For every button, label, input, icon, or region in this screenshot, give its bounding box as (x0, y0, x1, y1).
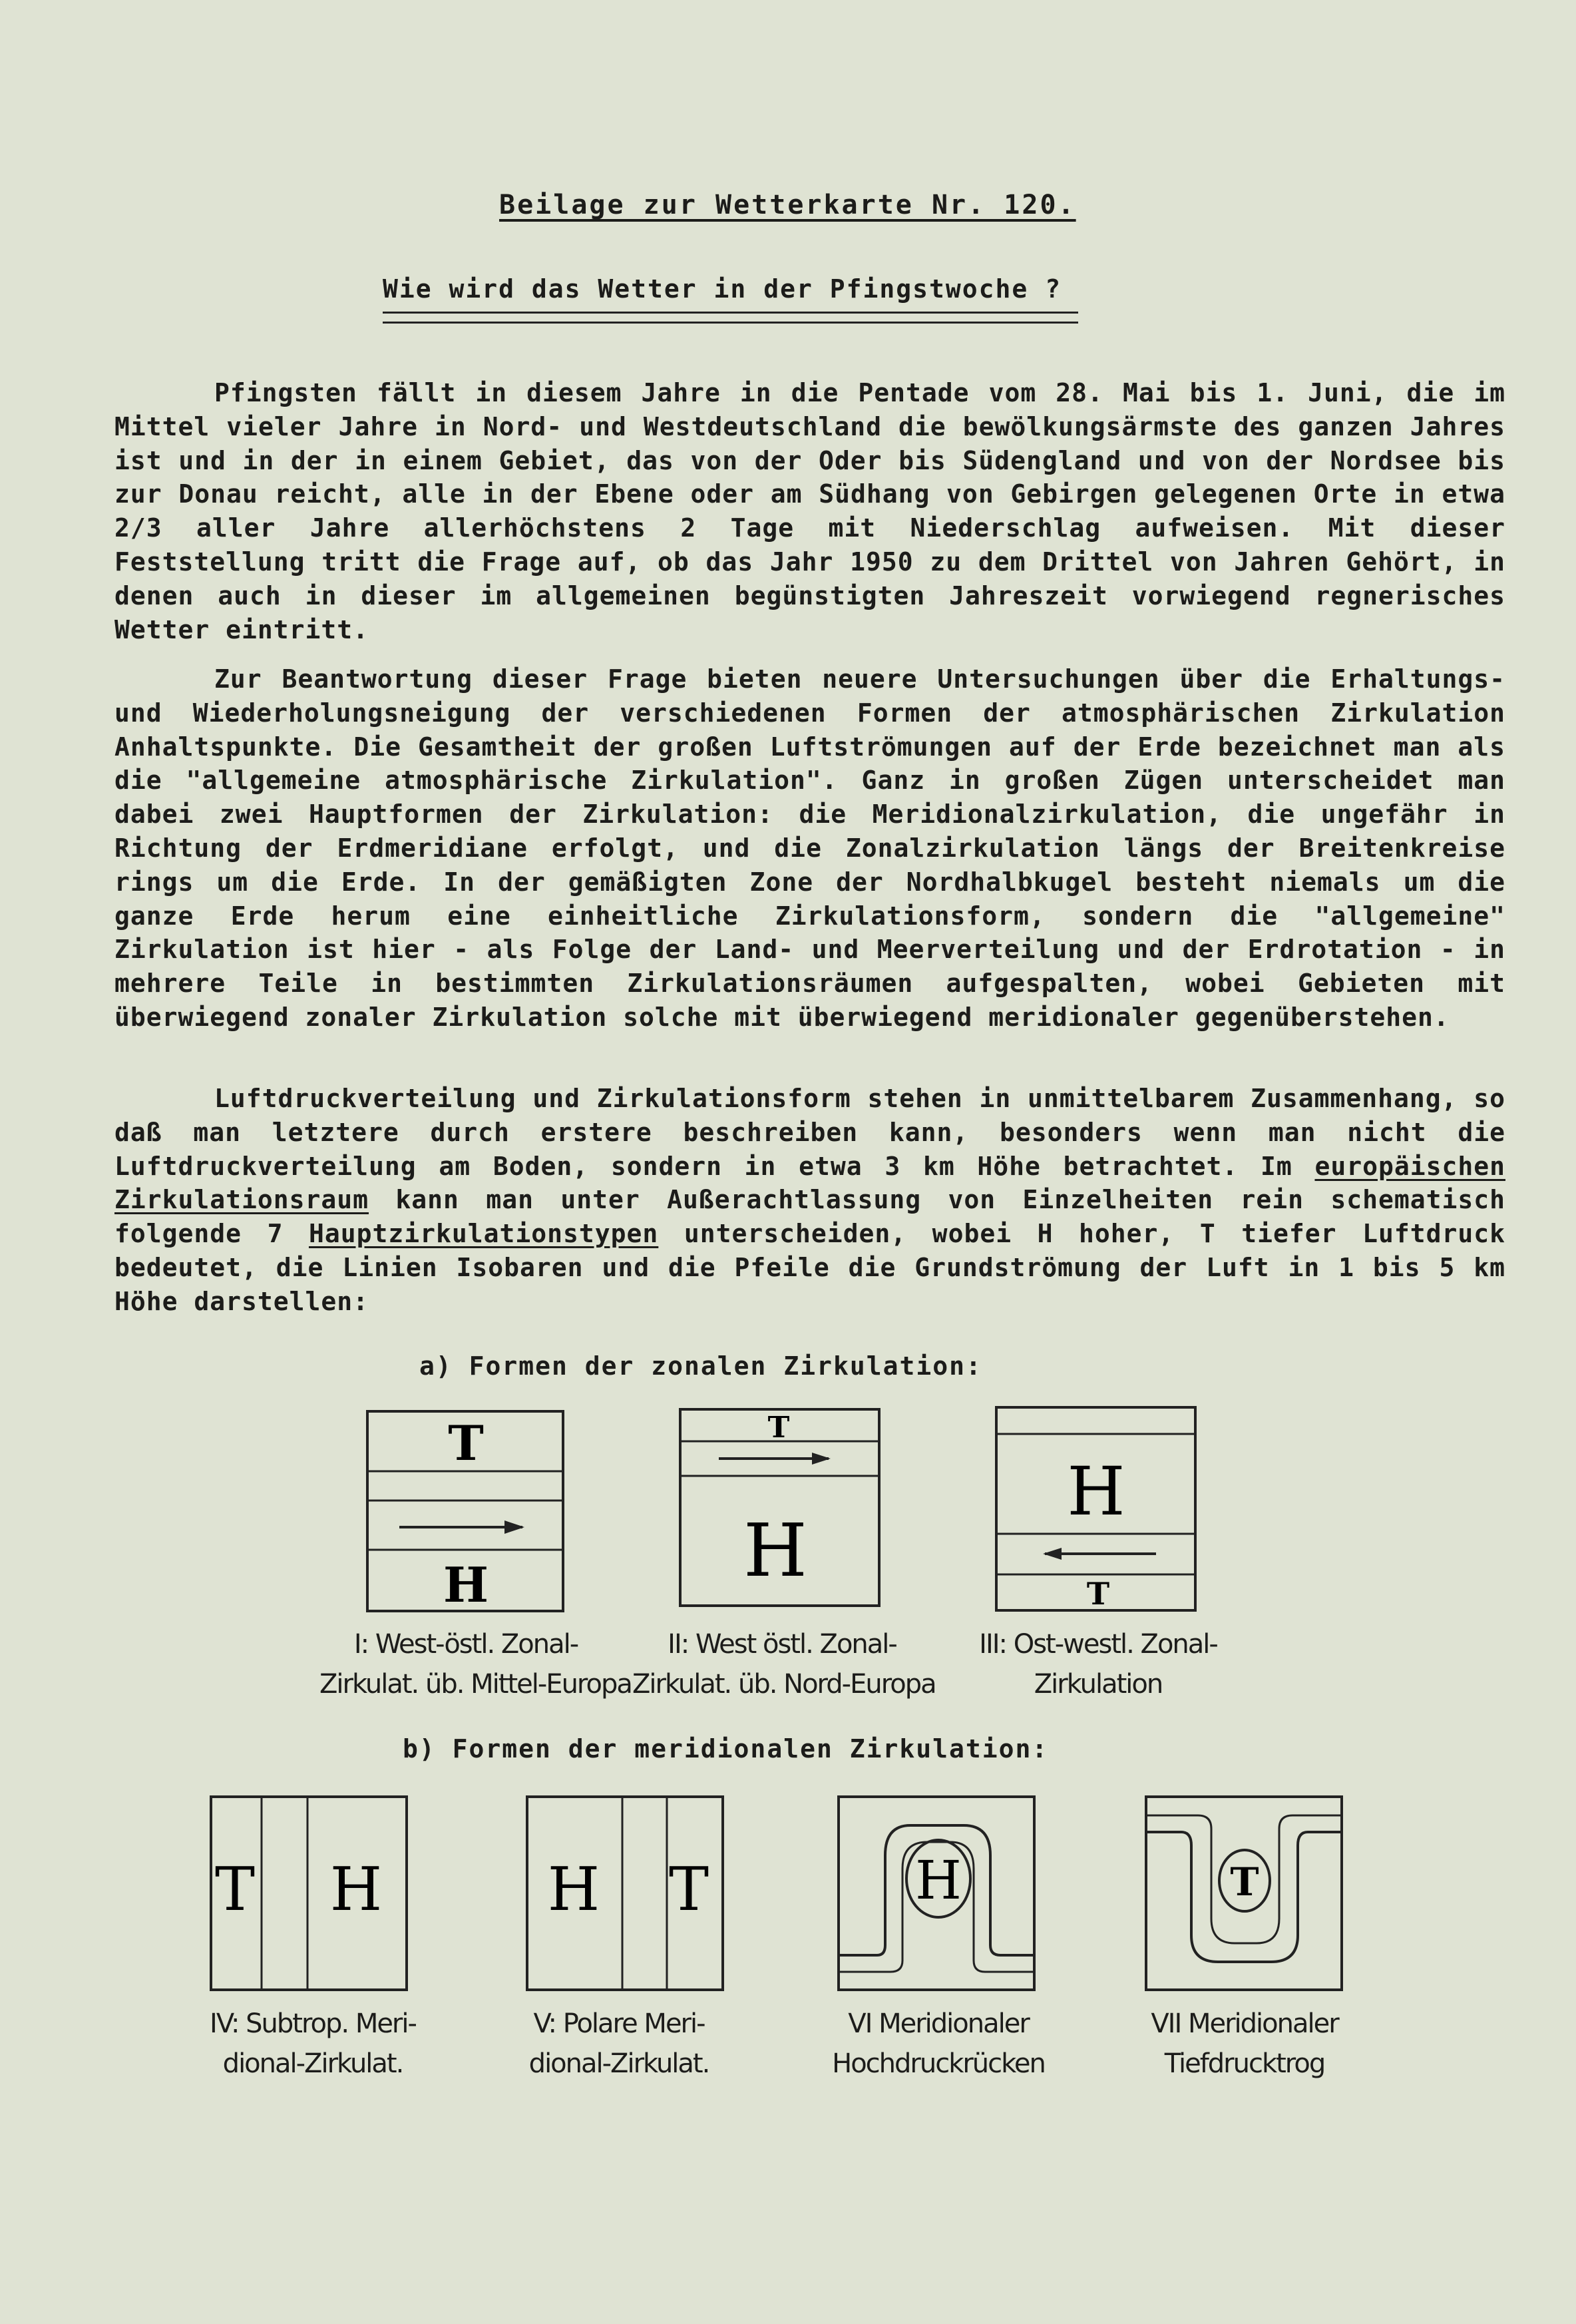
caption-line-2: Zirkulat. üb. Mittel-Europa (319, 1669, 632, 1700)
caption-line-2: Zirkulat. üb. Nord-Europa (632, 1669, 936, 1700)
diagram-3-caption (958, 1624, 1238, 1704)
underlined-term-hauptzirkulationstypen: Hauptzirkulationstypen (308, 1219, 659, 1249)
diagram-3-zonal-east-west (995, 1406, 1198, 1612)
diagram-7-caption (1111, 2004, 1378, 2084)
high-pressure-label: H (547, 1855, 600, 1925)
diagram-4-subtropical-meridional (210, 1795, 409, 1992)
diagram-1-caption (319, 1624, 632, 1704)
low-pressure-label: T (214, 1855, 256, 1925)
low-pressure-label: T (448, 1415, 484, 1471)
low-pressure-label: T (767, 1411, 790, 1445)
page-title: Beilage zur Wetterkarte Nr. 120. (499, 190, 1076, 220)
paragraph-3-part-1: Luftdruckverteilung und Zirkulationsform stehen in unmittelbarem Zusammenhang, so daß man letztere durch erstere beschreiben kann, besonders wenn man nicht die Luftdruckverteilung am Boden, sondern in etwa 3 km Höhe betrachtet. Im (114, 1084, 1505, 1181)
diagram-5-polar-meridional (526, 1795, 725, 1992)
low-pressure-label: T (668, 1855, 709, 1925)
caption-line-2: dional-Zirkulat. (222, 2048, 403, 2079)
caption-line-1: II: West östl. Zonal- (668, 1629, 896, 1660)
paragraph-3-part-3: unterscheiden, wobei H hoher, T tiefer Luftdruck bedeutet, die Linien Isobaren und die Pfeile die Grundströmung der Luft in 1 bis 5 km Höhe darstellen: (114, 1219, 1505, 1316)
diagram-2-caption (632, 1624, 936, 1704)
caption-line-1: III: Ost-westl. Zonal- (979, 1629, 1217, 1660)
paragraph-3-part-2: kann man unter Außerachtlassung von Einzelheiten rein schematisch folgende 7 (114, 1185, 1505, 1249)
underlined-term-zirkulationsraum: europäischen Zirkulationsraum (114, 1151, 1505, 1215)
caption-line-1: VI Meridionaler (848, 2008, 1029, 2039)
caption-line-2: Zirkulation (1034, 1669, 1163, 1700)
caption-line-1: IV: Subtrop. Meri- (210, 2008, 416, 2039)
arrowhead (504, 1520, 524, 1534)
low-pressure-label: T (1230, 1859, 1259, 1905)
caption-line-2: Hochdruckrücken (832, 2048, 1045, 2079)
section-b-heading: b) Formen der meridionalen Zirkulation: (403, 1734, 1049, 1763)
diagram-5-caption (473, 2004, 765, 2084)
arrowhead (812, 1453, 831, 1465)
diagram-4-caption (160, 2004, 466, 2084)
low-pressure-label: T (1086, 1576, 1110, 1612)
diagram-7-low-pressure-trough (1145, 1795, 1344, 1992)
subtitle-double-rule (383, 312, 1078, 324)
paragraph-1: Pfingsten fällt in diesem Jahre in die Pentade vom 28. Mai bis 1. Juni, die im Mittel vieler Jahre in Nord- und Westdeutschland die bewölkungsärmste des ganzen Jahres ist und in der in einem Gebiet, das von der Oder bis Südengland und von der Nordsee bis zur Donau reicht, alle in der Ebene oder am Südhang von Gebirgen gelegenen Orte in etwa 2/3 aller Jahre allerhöchstens 2 Tage mit Niederschlag aufweisen. Mit dieser Feststellung tritt die Frage auf, ob das Jahr 1950 zu dem Drittel von Jahren Gehört, in denen auch in dieser im allgemeinen begünstigten Jahreszeit vorwiegend regnerisches Wetter eintritt. (114, 378, 1505, 644)
document-subtitle: Wie wird das Wetter in der Pfingstwoche ? (383, 274, 1062, 304)
high-pressure-label: H (743, 1508, 807, 1593)
caption-line-1: VII Meridionaler (1151, 2008, 1338, 2039)
caption-line-2: dional-Zirkulat. (528, 2048, 709, 2079)
high-pressure-label: H (915, 1849, 962, 1911)
caption-line-1: V: Polare Meri- (533, 2008, 705, 2039)
high-pressure-label: H (329, 1855, 383, 1925)
high-pressure-label: H (443, 1556, 489, 1613)
diagram-6-caption (799, 2004, 1078, 2084)
diagram-6-high-pressure-ridge (837, 1795, 1037, 1992)
paragraph-3 (114, 1082, 1505, 1319)
caption-line-1: I: West-östl. Zonal- (353, 1629, 578, 1660)
section-a-heading: a) Formen der zonalen Zirkulation: (419, 1351, 982, 1381)
diagram-1-zonal-central-europe (366, 1410, 566, 1613)
arrowhead (1043, 1548, 1062, 1560)
caption-line-2: Tiefdrucktrog (1164, 2048, 1325, 2079)
high-pressure-label: H (1067, 1453, 1125, 1530)
diagram-2-zonal-north-europe (679, 1408, 882, 1608)
paragraph-2: Zur Beantwortung dieser Frage bieten neuere Untersuchungen über die Erhaltungs- und Wiederholungsneigung der verschiedenen Formen der atmosphärischen Zirkulation Anhaltspunkte. Die Gesamtheit der großen Luftströmungen auf der Erde bezeichnet man als die "allgemeine atmosphärische Zirkulation". Ganz in großen Zügen unterscheidet man dabei zwei Hauptformen der Zirkulation: die Meridionalzirkulation, die ungefähr in Richtung der Erdmeridiane erfolgt, und die Zonalzirkulation längs der Breitenkreise rings um die Erde. In der gemäßigten Zone der Nordhalbkugel besteht niemals um die ganze Erde herum eine einheitliche Zirkulationsform, sondern die "allgemeine" Zirkulation ist hier - als Folge der Land- und Meerverteilung und der Erdrotation - in mehrere Teile in bestimmten Zirkulationsräumen aufgespalten, wobei Gebieten mit überwiegend zonaler Zirkulation solche mit überwiegend meridionaler gegenüberstehen. (114, 664, 1505, 1032)
